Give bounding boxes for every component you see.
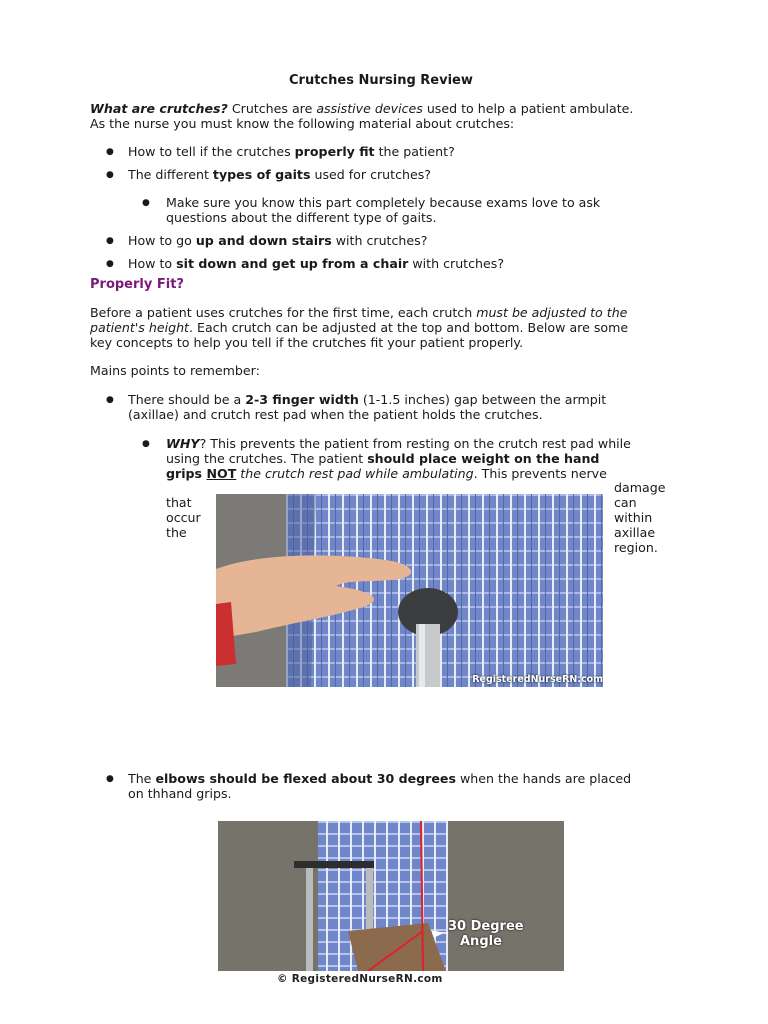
para-line-3: key concepts to help you tell if the crutches fit your patient properly. bbox=[90, 335, 524, 350]
bullet-icon: ● bbox=[106, 395, 114, 405]
wrap-word: within bbox=[614, 510, 653, 525]
intro-text-a: Crutches are bbox=[227, 101, 317, 116]
page-title: Crutches Nursing Review bbox=[289, 73, 473, 88]
photo-caption: © RegisteredNurseRN.com bbox=[277, 973, 443, 985]
para-line-2: patient's height. Each crutch can be adjusted at the top and bottom. Below are some bbox=[90, 320, 629, 335]
angle-label-line-2: Angle bbox=[460, 934, 502, 949]
wrap-word: can bbox=[614, 495, 637, 510]
elbow-angle-photo bbox=[218, 821, 564, 971]
list-item-fit: How to tell if the crutches properly fit the patient? bbox=[128, 144, 455, 159]
intro-term: assistive devices bbox=[316, 101, 423, 116]
armpit-gap-photo bbox=[216, 494, 603, 687]
wrap-word: region. bbox=[614, 540, 658, 555]
intro-line-2: As the nurse you must know the following material about crutches: bbox=[90, 116, 515, 131]
wrap-word: damage bbox=[614, 480, 666, 495]
why-label: WHY bbox=[166, 436, 200, 451]
wrap-word: occur bbox=[166, 510, 201, 525]
angle-label-line-1: 30 Degree bbox=[448, 919, 524, 934]
list-item-gaits: The different types of gaits used for crutches? bbox=[128, 167, 431, 182]
bullet-icon: ● bbox=[106, 774, 114, 784]
elbows-line-1: The elbows should be flexed about 30 degrees when the hands are placed bbox=[128, 771, 632, 786]
elbows-line-2: on thhand grips. bbox=[128, 786, 232, 801]
list-subitem-gaits-2: questions about the different type of gaits. bbox=[166, 210, 437, 225]
list-item-stairs: How to go up and down stairs with crutches? bbox=[128, 233, 428, 248]
bullet-icon: ● bbox=[106, 236, 114, 246]
intro-question: What are crutches? bbox=[90, 101, 228, 116]
armpit-gap-illustration bbox=[216, 494, 603, 687]
bullet-icon: ● bbox=[142, 439, 150, 449]
mains-label: Mains points to remember: bbox=[90, 363, 260, 378]
intro-line-1 bbox=[90, 101, 633, 116]
bullet-icon: ● bbox=[142, 198, 150, 208]
list-subitem-gaits-1: Make sure you know this part completely because exams love to ask bbox=[166, 195, 601, 210]
angle-label bbox=[448, 919, 524, 949]
bullet-icon: ● bbox=[106, 259, 114, 269]
why-line-1: WHY? This prevents the patient from resting on the crutch rest pad while bbox=[166, 436, 631, 451]
bullet-icon: ● bbox=[106, 170, 114, 180]
photo-watermark: RegisteredNurseRN.com bbox=[472, 674, 603, 685]
not-emphasis: NOT bbox=[206, 466, 237, 481]
intro-text-b: used to help a patient ambulate. bbox=[422, 101, 634, 116]
wrap-word: axillae bbox=[614, 525, 656, 540]
section-heading: Properly Fit? bbox=[90, 277, 184, 292]
finger-line-1: There should be a 2-3 finger width (1-1.5 inches) gap between the armpit bbox=[128, 392, 607, 407]
wrap-word: the bbox=[166, 525, 187, 540]
list-item-chair: How to sit down and get up from a chair with crutches? bbox=[128, 256, 505, 271]
why-line-2: using the crutches. The patient should place weight on the hand bbox=[166, 451, 600, 466]
para-line-1: Before a patient uses crutches for the first time, each crutch must be adjusted to the bbox=[90, 305, 628, 320]
wrap-word: that bbox=[166, 495, 192, 510]
finger-line-2: (axillae) and crutch rest pad when the patient holds the crutches. bbox=[128, 407, 543, 422]
bullet-icon: ● bbox=[106, 147, 114, 157]
why-line-3: grips NOT the crutch rest pad while ambulating. This prevents nerve bbox=[166, 466, 607, 481]
